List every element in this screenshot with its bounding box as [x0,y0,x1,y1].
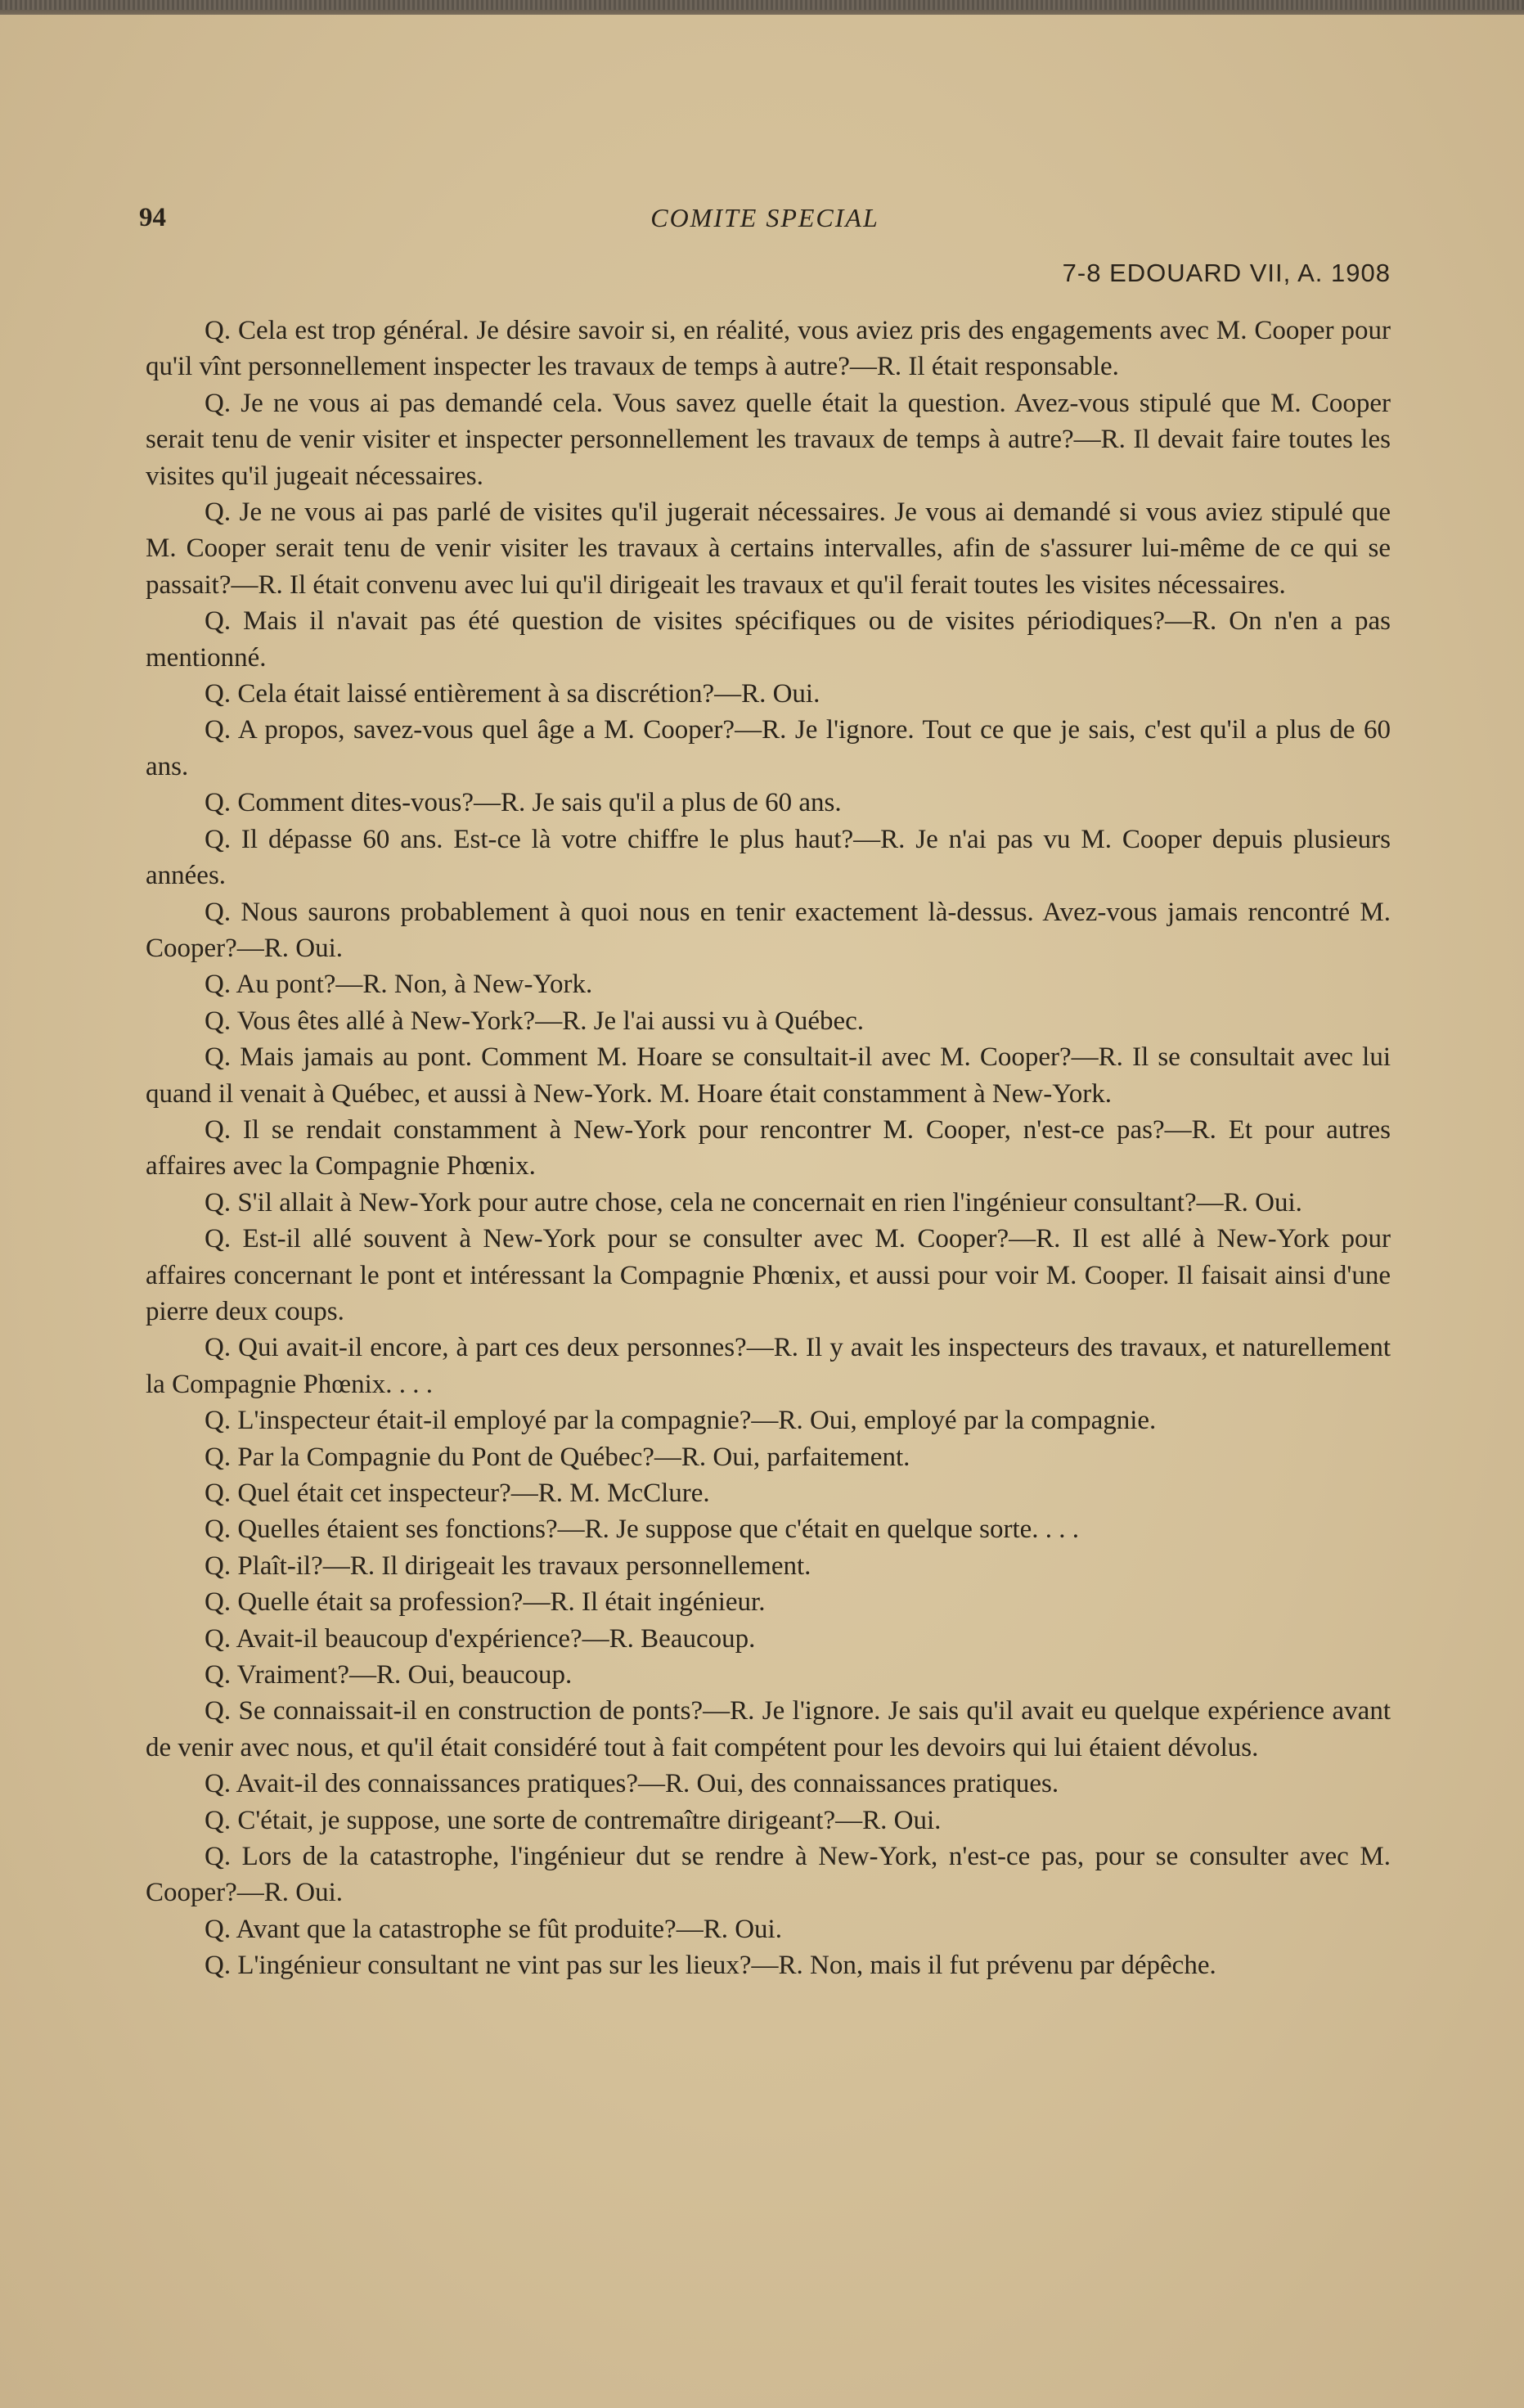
testimony-paragraph: Q. L'inspecteur était-il employé par la compagnie?—R. Oui, employé par la compagnie. [205,1406,1157,1436]
testimony-paragraph: Q. Est-il allé souvent à New-York pour se consulter avec M. Cooper?—R. Il est allé à New-York pour affaires concernant le pont et intéressant la Compagnie Phœnix, et aussi pour voir M. Cooper. Il faisait ainsi d'une pierre deux coups. [146,1224,1391,1326]
session-reference: 7-8 EDOUARD VII, A. 1908 [1062,259,1391,287]
testimony-paragraph: Q. Avait-il beaucoup d'expérience?—R. Beaucoup. [205,1623,756,1654]
testimony-paragraph: Q. Qui avait-il encore, à part ces deux personnes?—R. Il y avait les inspecteurs des travaux, et naturellement la Compagnie Phœnix. . . . [146,1333,1391,1399]
testimony-paragraph: Q. Quelles étaient ses fonctions?—R. Je suppose que c'était en quelque sorte. . . . [205,1515,1080,1545]
testimony-paragraph: Q. Cela était laissé entièrement à sa discrétion?—R. Oui. [205,679,820,709]
testimony-body [146,313,1391,1984]
testimony-paragraph: Q. Avant que la catastrophe se fût produite?—R. Oui. [205,1914,782,1944]
testimony-paragraph: Q. Au pont?—R. Non, à New-York. [205,970,593,1000]
testimony-paragraph: Q. Comment dites-vous?—R. Je sais qu'il a plus de 60 ans. [205,788,842,818]
testimony-paragraph: Q. Je ne vous ai pas demandé cela. Vous savez quelle était la question. Avez-vous stipulé que M. Cooper serait tenu de venir visiter et inspecter personnellement les travaux de temps à autre?—R. Il devait faire toutes les visites qu'il jugeait nécessaires. [146,388,1391,491]
testimony-paragraph: Q. Avait-il des connaissances pratiques?—R. Oui, des connaissances pratiques. [205,1769,1059,1799]
testimony-paragraph: Q. Vraiment?—R. Oui, beaucoup. [205,1660,573,1690]
running-title: COMITE SPECIAL [650,203,879,232]
testimony-paragraph: Q. Mais il n'avait pas été question de visites spécifiques ou de visites périodiques?—R. On n'en a pas mentionné. [146,606,1391,673]
testimony-paragraph: Q. Vous êtes allé à New-York?—R. Je l'ai aussi vu à Québec. [205,1006,865,1036]
testimony-paragraph: Q. Par la Compagnie du Pont de Québec?—R. Oui, parfaitement. [205,1442,910,1472]
testimony-paragraph: Q. A propos, savez-vous quel âge a M. Cooper?—R. Je l'ignore. Tout ce que je sais, c'est qu'il a plus de 60 ans. [146,715,1391,781]
testimony-paragraph: Q. Quelle était sa profession?—R. Il était ingénieur. [205,1587,766,1618]
testimony-paragraph: Q. Cela est trop général. Je désire savoir si, en réalité, vous aviez pris des engagements avec M. Cooper pour qu'il vînt personnellement inspecter les travaux de temps à autre?—R. Il était responsable. [146,316,1391,382]
testimony-paragraph: Q. S'il allait à New-York pour autre chose, cela ne concernait en rien l'ingénieur consultant?—R. Oui. [205,1187,1302,1218]
testimony-paragraph: Q. Il dépasse 60 ans. Est-ce là votre chiffre le plus haut?—R. Je n'ai pas vu M. Cooper depuis plusieurs années. [146,824,1391,891]
testimony-paragraph: Q. Se connaissait-il en construction de ponts?—R. Je l'ignore. Je sais qu'il avait eu quelque expérience avant de venir avec nous, et qu'il était considéré tout à fait compétent pour les devoirs qui lui étaient dévolus. [146,1696,1391,1762]
testimony-paragraph: Q. Lors de la catastrophe, l'ingénieur dut se rendre à New-York, n'est-ce pas, pour se consulter avec M. Cooper?—R. Oui. [146,1842,1391,1908]
testimony-paragraph: Q. Il se rendait constamment à New-York pour rencontrer M. Cooper, n'est-ce pas?—R. Et pour autres affaires avec la Compagnie Phœnix. [146,1114,1391,1181]
testimony-paragraph: Q. Je ne vous ai pas parlé de visites qu'il jugerait nécessaires. Je vous ai demandé si vous aviez stipulé que M. Cooper serait tenu de venir visiter les travaux à certains intervalles, afin de s'assurer lui-même de ce qui se passait?—R. Il était convenu avec lui qu'il dirigeait les travaux et qu'il ferait toutes les visites nécessaires. [146,497,1391,600]
page-header [139,203,1391,287]
testimony-paragraph: Q. Quel était cet inspecteur?—R. M. McClure. [205,1479,710,1508]
document-page [0,15,1524,2408]
testimony-paragraph: Q. C'était, je suppose, une sorte de contremaître dirigeant?—R. Oui. [205,1805,942,1835]
page-number: 94 [139,203,166,232]
testimony-paragraph: Q. L'ingénieur consultant ne vint pas sur les lieux?—R. Non, mais il fut prévenu par dépêche. [205,1951,1216,1981]
testimony-paragraph: Q. Mais jamais au pont. Comment M. Hoare se consultait-il avec M. Cooper?—R. Il se consultait avec lui quand il venait à Québec, et aussi à New-York. M. Hoare était constamment à New-York. [146,1042,1391,1109]
testimony-paragraph: Q. Plaît-il?—R. Il dirigeait les travaux personnellement. [205,1551,811,1581]
testimony-paragraph: Q. Nous saurons probablement à quoi nous en tenir exactement là-dessus. Avez-vous jamais rencontré M. Cooper?—R. Oui. [146,897,1391,963]
page-stack-edge [0,0,1524,10]
